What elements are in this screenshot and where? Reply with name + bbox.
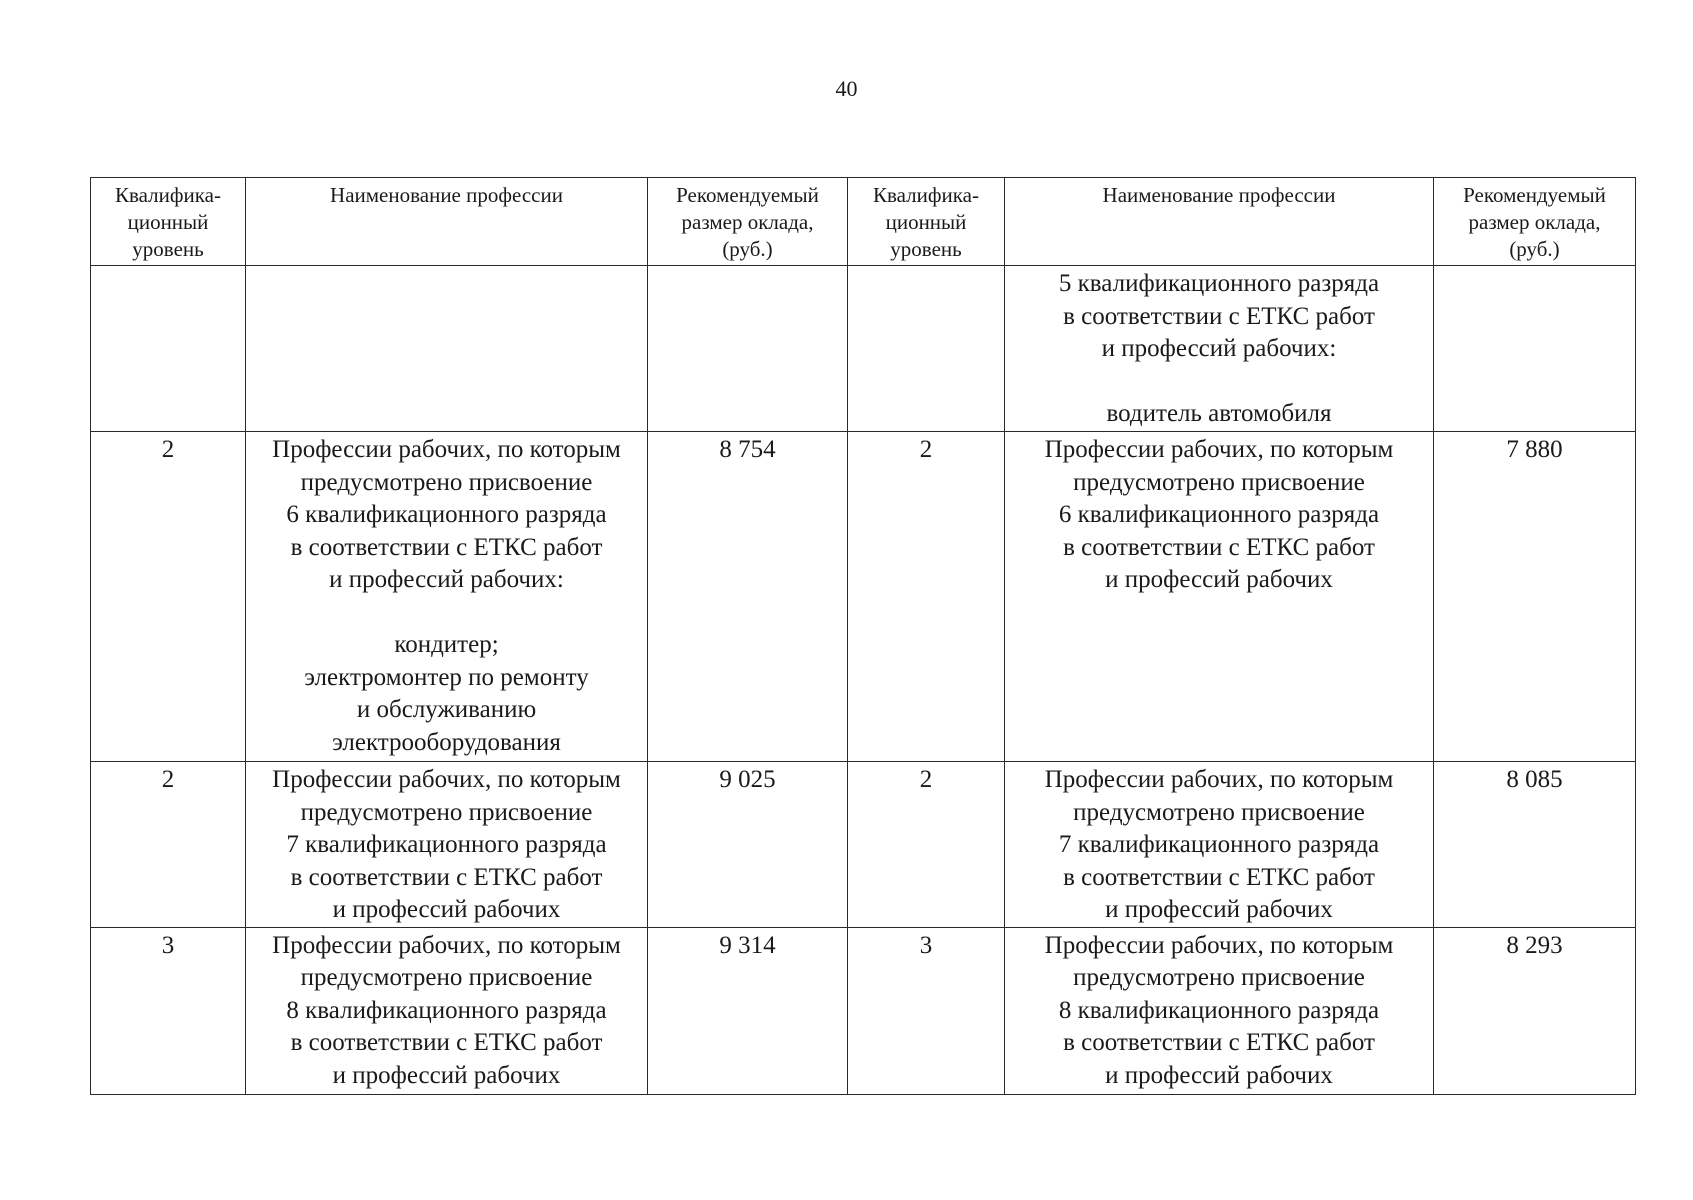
cell-salary-left: 9 314	[648, 927, 848, 1094]
name-line: предусмотрено присвоение	[1073, 798, 1365, 826]
blank-line	[248, 597, 645, 630]
cell-name-right	[1005, 266, 1434, 432]
name-line: Профессии рабочих, по которым	[1044, 931, 1394, 959]
name-line: водитель автомобиля	[1106, 400, 1332, 427]
name-line: 6 квалификационного разряда	[1058, 501, 1380, 528]
name-line: предусмотрено присвоение	[300, 964, 593, 991]
name-line: в соответствии с ЕТКС работ	[1063, 302, 1375, 330]
cell-level-right: 2	[848, 762, 1005, 928]
name-line: и профессий рабочих	[1105, 566, 1333, 593]
cell-salary-left	[648, 266, 848, 432]
cell-name-right	[1005, 762, 1434, 928]
header-salary-right	[1434, 178, 1636, 266]
cell-salary-right: 7 880	[1434, 432, 1636, 762]
header-level-right	[848, 178, 1005, 266]
cell-salary-right	[1434, 266, 1636, 432]
name-line: и профессий рабочих	[332, 1061, 561, 1089]
cell-salary-left: 9 025	[648, 762, 848, 928]
cell-name-left	[246, 266, 648, 432]
name-line: 8 квалификационного разряда	[1058, 996, 1380, 1024]
name-line: в соответствии с ЕТКС работ	[290, 1029, 603, 1056]
name-line: кондитер;	[394, 631, 499, 658]
table-row-continuation	[91, 266, 1636, 432]
header-row	[91, 178, 1636, 266]
name-line: в соответствии с ЕТКС работ	[1063, 533, 1375, 561]
cell-name-right	[1005, 927, 1434, 1094]
name-line: предусмотрено присвоение	[300, 468, 593, 496]
cell-salary-right: 8 293	[1434, 927, 1636, 1094]
header-name-left	[246, 178, 648, 266]
page-number: 40	[835, 76, 858, 101]
cell-level-left: 2	[91, 762, 246, 928]
name-line: Профессии рабочих, по которым	[1044, 436, 1394, 463]
name-line: Профессии рабочих, по которым	[272, 931, 621, 959]
cell-salary-right: 8 085	[1434, 762, 1636, 928]
name-line: Профессии рабочих, по которым	[272, 766, 621, 793]
name-line: в соответствии с ЕТКС работ	[290, 863, 603, 891]
header-line: Рекомендуемый	[1463, 183, 1606, 207]
header-line: уровень	[890, 237, 962, 261]
header-line: Наименование профессии	[330, 183, 563, 207]
name-line: и профессий рабочих	[1105, 1061, 1333, 1089]
cell-name-left	[246, 927, 648, 1094]
name-line: предусмотрено присвоение	[300, 798, 593, 826]
table-row	[91, 432, 1636, 762]
name-line: 5 квалификационного разряда	[1058, 270, 1380, 297]
cell-level-right: 2	[848, 432, 1005, 762]
name-line: 6 квалификационного разряда	[286, 501, 607, 528]
name-line: Профессии рабочих, по которым	[272, 436, 621, 463]
name-line: 8 квалификационного разряда	[286, 996, 607, 1024]
blank-line	[1007, 366, 1431, 399]
name-line: Профессии рабочих, по которым	[1044, 766, 1394, 793]
header-salary-left	[648, 178, 848, 266]
name-line: в соответствии с ЕТКС работ	[290, 533, 603, 561]
header-line: (руб.)	[722, 237, 773, 261]
name-line: предусмотрено присвоение	[1073, 468, 1365, 496]
name-line: предусмотрено присвоение	[1073, 964, 1365, 991]
table-row	[91, 927, 1636, 1094]
header-name-right	[1005, 178, 1434, 266]
cell-name-right	[1005, 432, 1434, 762]
cell-level-right	[848, 266, 1005, 432]
table-row	[91, 762, 1636, 928]
header-line: ционный	[885, 210, 967, 234]
cell-level-right: 3	[848, 927, 1005, 1094]
cell-level-left	[91, 266, 246, 432]
header-line: Наименование профессии	[1102, 183, 1336, 207]
name-line: и профессий рабочих:	[329, 566, 564, 593]
name-line: и профессий рабочих:	[1101, 335, 1337, 362]
cell-level-left: 2	[91, 432, 246, 762]
name-line: электрооборудования	[332, 728, 561, 756]
name-line: в соответствии с ЕТКС работ	[1063, 863, 1375, 891]
header-line: уровень	[132, 237, 204, 261]
name-line: и профессий рабочих	[1105, 896, 1333, 923]
name-line: 7 квалификационного разряда	[1058, 831, 1380, 858]
name-line: электромонтер по ремонту	[304, 663, 589, 691]
cell-name-left	[246, 432, 648, 762]
header-line: (руб.)	[1509, 237, 1560, 261]
header-line: ционный	[127, 210, 209, 234]
header-line: размер оклада,	[681, 210, 814, 234]
cell-level-left: 3	[91, 927, 246, 1094]
cell-name-left	[246, 762, 648, 928]
header-line: Квалифика-	[873, 183, 979, 207]
header-line: Квалифика-	[115, 183, 221, 207]
name-line: в соответствии с ЕТКС работ	[1063, 1029, 1375, 1056]
name-line: и профессий рабочих	[332, 896, 561, 923]
cell-salary-left: 8 754	[648, 432, 848, 762]
header-line: размер оклада,	[1468, 210, 1601, 234]
header-level-left	[91, 178, 246, 266]
name-line: и обслуживанию	[356, 696, 537, 723]
header-line: Рекомендуемый	[676, 183, 819, 207]
name-line: 7 квалификационного разряда	[286, 831, 607, 858]
salary-table	[90, 177, 1636, 1095]
